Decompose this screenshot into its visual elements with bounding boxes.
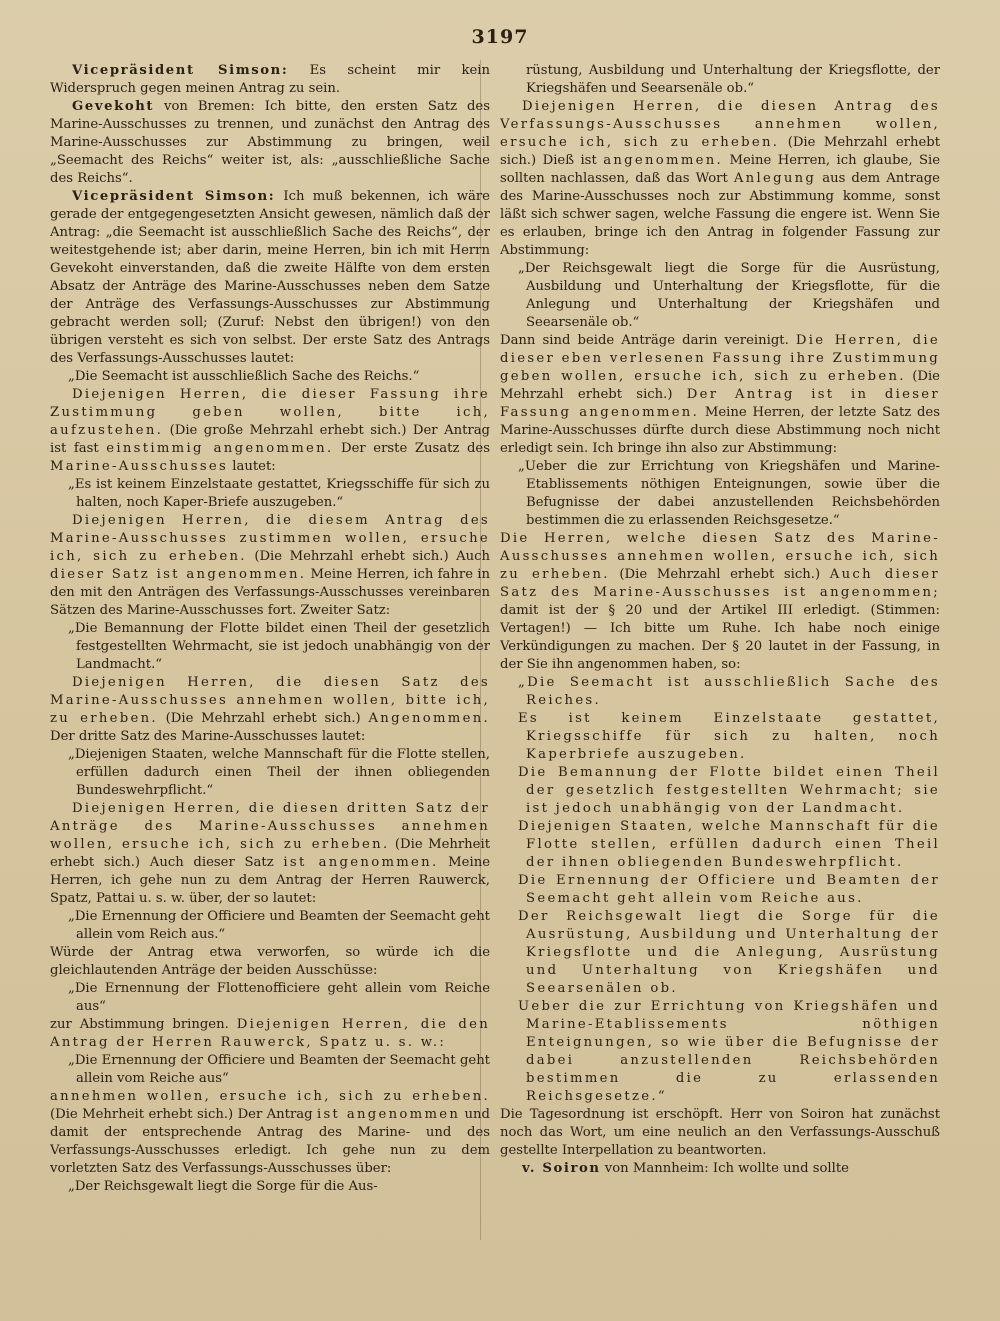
paragraph-text: (Die Mehrzahl erhebt sich.) Dieß ist [500,135,940,168]
quoted-text: „Die Ernennung der Officiere und Beamten der Seemacht geht allein vom Reiche aus“ [68,1053,490,1086]
spaced-text: Die Herren, welche diesen Satz des Marine-Ausschusses annehmen wollen, ersuche ich, sich zu erheben. [500,531,940,582]
paragraph-text: von Mannheim: Ich wollte und sollte [600,1161,849,1176]
spaced-text: Diejenigen Herren, die den Antrag der Herren Rauwerck, Spatz u. s. w.: [50,1017,490,1050]
quoted-text: Der Reichsgewalt liegt die Sorge für die Ausrüstung, Ausbildung und Unterhaltung der Kriegsflotte und die Anlegung, Ausrüstung und Unterhaltung von Kriegshäfen und Seearsenälen ob. [518,909,940,996]
paragraph-text: Meine Herren, ich fahre in den mit den Anträgen des Verfassungs-Ausschusses vereinbaren Sätzen des Marine-Ausschusses fort. Zweiter Satz: [50,567,490,618]
quoted-text: „Der Reichsgewalt liegt die Sorge für die Ausrüstung, Ausbildung und Unterhaltung der Kriegsflotte, für die Anlegung und Unterhaltung der Kriegshäfen und Seearsenäle ob.“ [518,261,940,330]
quoted-text: Die Ernennung der Officiere und Beamten der Seemacht geht allein vom Reiche aus. [518,873,940,906]
spaced-text: ist angenommen [316,1107,461,1122]
body-paragraph [50,1088,490,1178]
quoted-text: „Der Reichsgewalt liegt die Sorge für die Aus- [68,1179,378,1194]
paragraph-text: aus dem Antrage des Marine-Ausschusses noch zur Abstimmung komme, sonst läßt sich schwer sagen, welche Fassung die engere ist. Wenn Sie es erlauben, bringe ich den Antrag in folgender Fassung zur Abstimmung: [500,171,940,258]
spaced-text: annehmen wollen, ersuche ich, sich zu erheben. [50,1089,490,1104]
body-paragraph [500,98,940,260]
quoted-text: Die Bemannung der Flotte bildet einen Theil der gesetzlich festgestellten Wehrmacht; sie ist jedoch unabhängig von der Landmacht. [518,765,940,816]
spaced-text: dieser Satz ist angenommen. [50,567,307,582]
spaced-text: einstimmig angenommen. [106,441,334,456]
quoted-text: Diejenigen Staaten, welche Mannschaft für die Flotte stellen, erfüllen dadurch einen Theil der ihnen obliegenden Bundeswehrpflicht. [518,819,940,870]
quoted-text: rüstung, Ausbildung und Unterhaltung der Kriegsflotte, der Kriegshäfen und Seearsenäle ob.“ [526,63,940,96]
speaker-name: v. Soiron [522,1161,601,1176]
paragraph-text: damit ist der § 20 und der Artikel III erledigt. (Stimmen: Vertagen!) — Ich bitte um Ruhe. Ich habe noch einige Verkündigungen zu machen. Der § 20 lautet in der Fassung, in der Sie ihn angenommen haben, so: [500,603,940,672]
paragraph-text: lautet: [228,459,276,474]
paragraph-text: (Die Mehrzahl erhebt sich.) [157,711,369,726]
right-column [500,62,940,1302]
body-paragraph [500,332,940,458]
speaker-name: Vicepräsident Simson: [72,63,289,78]
left-column [50,62,490,1302]
speaker-paragraph [50,98,490,188]
spaced-text: Diejenigen Herren, die dieser Fassung ihre Zustimmung geben wollen, bitte ich, aufzustehen. [50,387,490,438]
page-number: 3197 [471,26,529,48]
paragraph-text: (Die große Mehrzahl erhebt sich.) Der Antrag ist fast [50,423,490,456]
body-paragraph [50,800,490,908]
spaced-text: Der Antrag ist in dieser Fassung angenommen. [500,387,940,420]
body-paragraph: Würde der Antrag etwa verworfen, so würde ich die gleichlautenden Anträge der beiden Ausschüsse: [50,945,490,978]
paragraph-text: (Die Mehrheit erhebt sich.) Der Antrag [50,1107,317,1122]
spaced-text: Diejenigen Herren, die diesen Antrag des Verfassungs-Ausschusses annehmen wollen, ersuche ich, sich zu erheben. [500,99,940,150]
quoted-text: „Die Ernennung der Flottenofficiere geht allein vom Reiche aus“ [68,981,490,1014]
spaced-text: Diejenigen Herren, die diesen dritten Satz der Anträge des Marine-Ausschusses annehmen wollen, ersuche ich, sich zu erheben. [50,801,490,852]
quoted-text: „Diejenigen Staaten, welche Mannschaft für die Flotte stellen, erfüllen dadurch einen Theil der ihnen obliegenden Bundeswehrpflicht.“ [68,747,490,798]
paragraph-text: (Die Mehrzahl erhebt sich.) [609,567,830,582]
speaker-paragraph [500,1160,940,1178]
speaker-name: Vicepräsident Simson: [72,189,276,204]
paragraph-text: von Bremen: Ich bitte, den ersten Satz des Marine-Ausschusses zu trennen, und zunächst den Antrag des Marine-Ausschusses zur Abstimmung zu bringen, weil „Seemacht des Reichs“ weiter ist, als: „ausschließliche Sache des Reichs“. [50,99,490,186]
paragraph-text: (Die Mehrzahl erhebt sich.) Auch [246,549,490,564]
quoted-text: „Es ist keinem Einzelstaate gestattet, Kriegsschiffe für sich zu halten, noch Kaper-Briefe auszugeben.“ [68,477,490,510]
speaker-paragraph [50,188,490,368]
paragraph-text: und damit der entsprechende Antrag des Marine- und des Verfassungs-Ausschusses erledigt. Ich gehe nun zu dem vorletzten Satz des Verfassungs-Ausschusses über: [50,1107,490,1176]
paragraph-text: Es scheint mir kein Widerspruch gegen meinen Antrag zu sein. [50,63,490,96]
spaced-text: Anlegung [733,171,817,186]
quoted-text: Es ist keinem Einzelstaate gestattet, Kriegsschiffe für sich zu halten, noch Kaperbriefe auszugeben. [518,711,940,762]
paragraph-text: zur Abstimmung bringen. [50,1017,237,1032]
quoted-text: „Die Seemacht ist ausschließlich Sache des Reichs.“ [68,369,420,384]
speaker-name: Gevekoht [72,99,155,114]
body-paragraph [50,386,490,476]
paragraph-text: Der erste Zusatz des [333,441,490,456]
spaced-text: Die Herren, die dieser eben verlesenen Fassung ihre Zustimmung geben wollen, ersuche ich, sich zu erheben. [500,333,940,384]
spaced-text: angenommen. [603,153,724,168]
body-paragraph [50,1016,490,1052]
quoted-text: Ueber die zur Errichtung von Kriegshäfen und Marine-Etablissements nöthigen Enteignungen, so wie über die Befugnisse der dabei anzustellenden Reichsbehörden bestimmen die zu erlassenden Reichsgesetze.“ [518,999,940,1104]
quoted-text: „Die Bemannung der Flotte bildet einen Theil der gesetzlich festgestellten Wehrmacht, sie ist jedoch unabhängig von der Landmacht.“ [68,621,490,672]
body-paragraph [50,674,490,746]
quoted-text: „Die Ernennung der Officiere und Beamten der Seemacht geht allein vom Reich aus.“ [68,909,490,942]
paragraph-text: Meine Herren, der letzte Satz des Marine-Ausschusses dürfte durch diese Abstimmung noch nicht erledigt sein. Ich bringe ihn also zur Abstimmung: [500,405,940,456]
quoted-text: „Die Seemacht ist ausschließlich Sache des Reiches. [518,675,940,708]
paragraph-text: Meine Herren, ich gehe nun zu dem Antrag der Herren Rauwerck, Spatz, Pattai u. s. w. über, der so lautet: [50,855,490,906]
spaced-text: ist angenommen. [283,855,439,870]
spaced-text: Angenommen. [368,711,490,726]
paragraph-text: Dann sind beide Anträge darin vereinigt. [500,333,796,348]
paragraph-text: (Die Mehrzahl erhebt sich.) [500,369,940,402]
paragraph-text: Ich muß bekennen, ich wäre gerade der entgegengesetzten Ansicht gewesen, nämlich daß der Antrag: „die Seemacht ist ausschließlich Sache des Reichs“, der weitestgehende ist; aber darin, meine Herren, bin ich mit Herrn Gevekoht einverstanden, daß die zweite Hälfte von dem ersten Absatz der Anträge des Marine-Ausschusses neben dem Satze der Anträge des Verfassungs-Ausschusses zur Abstimmung gebracht werden soll; (Zuruf: Nebst den übrigen!) von den übrigen versteht es sich von selbst. Der erste Satz des Antrags des Verfassungs-Ausschusses lautet: [50,189,490,366]
body-paragraph [500,530,940,674]
body-paragraph [50,512,490,620]
spaced-text: Diejenigen Herren, die diesem Antrag des Marine-Ausschusses zustimmen wollen, ersuche ich, sich zu erheben. [50,513,490,564]
spaced-text: Auch dieser Satz des Marine-Ausschusses ist angenommen; [500,567,940,600]
speaker-paragraph [50,62,490,98]
spaced-text: Marine-Ausschusses [50,459,229,474]
spaced-text: Diejenigen Herren, die diesen Satz des Marine-Ausschusses annehmen wollen, bitte ich, zu erheben. [50,675,490,726]
paragraph-text: (Die Mehrheit erhebt sich.) Auch dieser Satz [50,837,490,870]
body-paragraph: Die Tagesordnung ist erschöpft. Herr von Soiron hat zunächst noch das Wort, um eine neulich an den Verfassungs-Ausschuß gestellte Interpellation zu beantworten. [500,1107,940,1158]
paragraph-text: Der dritte Satz des Marine-Ausschusses lautet: [50,729,366,744]
paragraph-text: Meine Herren, ich glaube, Sie sollten nachlassen, daß das Wort [500,153,940,186]
quoted-text: „Ueber die zur Errichtung von Kriegshäfen und Marine-Etablissements nöthigen Enteignungen, sowie über die Befugnisse der dabei anzustellenden Reichsbehörden bestimmen die zu erlassenden Reichsgesetze.“ [518,459,940,528]
